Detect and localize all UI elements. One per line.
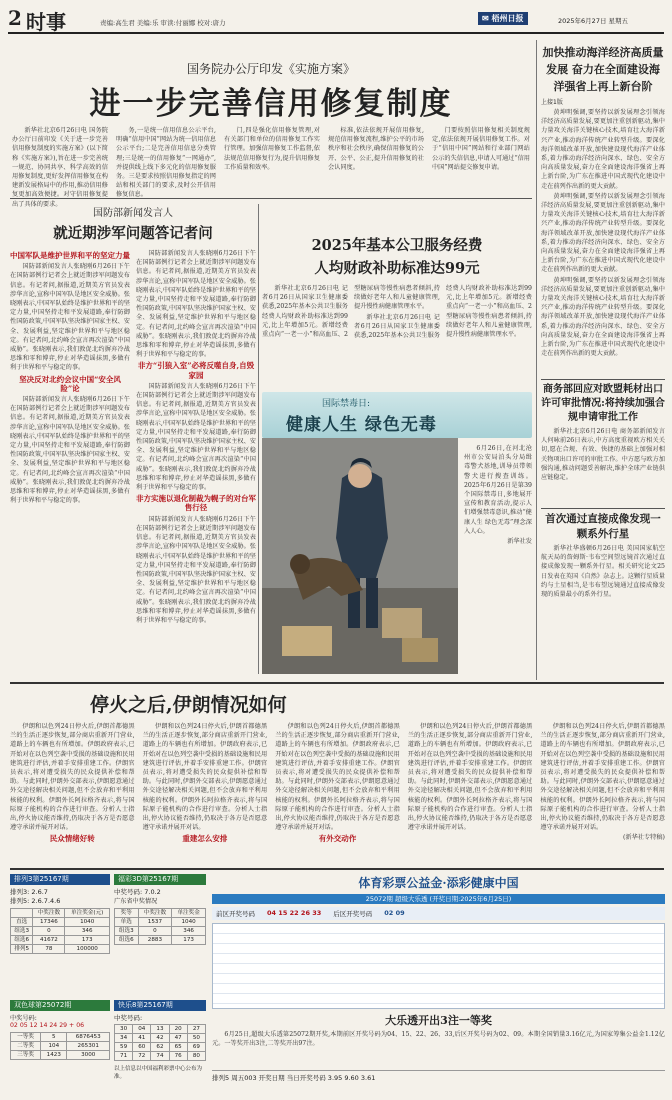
pl3-numbers: 2.6.7 [31,888,48,896]
defense-subhead-1: 中国军队是维护世界和平的坚定力量 [10,251,130,260]
divider [541,379,665,380]
defense-subhead-2: 坚决反对北约会议中国“安全风险”论 [19,374,121,393]
main-col-1: 新华社北京6月26日电 国务院办公厅日前印发《关于进一步完善信用修复制度的实施方案》(以下简称《实施方案》),旨在进一步完善统一规范、协同共享、科学高效的信用修复制度,更好发挥信用修复在构建新发展格局中的作用,推动信用修复更加高效便捷。对守信用修复提出了具体的要求。 [12,127,108,208]
divider [10,198,532,199]
table-row: 直选 17346 1040 [11,918,110,927]
kl8-table [114,1024,206,1061]
back-label: 后区开奖号码 [333,910,373,918]
healthcare-article [262,234,532,386]
sidebar-text-2: 新华社北京6月26日电 商务部新闻发言人何咏前26日表示,中方高度重视欧方相关关切,愿在合规、有效、快捷的基础上加强对相关物项出口许可的审批工作。中方愿与欧方加强沟通,推动问题妥善解决,维护全球产业链供应链稳定。 [541,428,665,482]
defense-col-1: 中国军队是维护世界和平的坚定力量 国防部新闻发言人张晓刚6月26日下午在国防部例行记者会上就近期涉军问题发布信息。有记者问,据报道,近期美方官员发表涉华言论,宣称中国军队是地区安全威胁。张晓刚表示,中国军队始终是维护世界和平的坚定力量,中国坚持走和平发展道路,奉行防御性国防政策,中国军队坚决维护国家主权、安全、发展利益,坚定维护世界和平与地区稳定。有记者问,北约峰会宣言再次渲染“中国威胁”。张晓刚表示,我们敦促北约摒弃冷战思维和零和博弈,停止对华造谣抹黑,多做有利于世界和平与稳定的事。 坚决反对北约会议中国“安全风险”论 国防部新闻发言人张晓刚6月26日下午在国防部例行记者会上就近期涉军问题发布信息。有记者问,据报道,近期美方官员发表涉华言论,宣称中国军队是地区安全威胁。张晓刚表示,中国军队始终是维护世界和平的坚定力量,中国坚持走和平发展道路,奉行防御性国防政策,中国军队坚决维护国家主权、安全、发展利益,坚定维护世界和平与地区稳定。有记者问,北约峰会宣言再次渲染“中国威胁”。张晓刚表示,我们敦促北约摒弃冷战思维和零和博弈,停止对华造谣抹黑,多做有利于世界和平与稳定的事。 [10,251,130,505]
divider [10,682,664,684]
sidebar-text-1: 黄坤明强调,要坚持以新发展理念引领海洋经济高质量发展,要更加注重创新驱动,集中力量攻关海洋关键核心技术,培育壮大海洋新兴产业,推动海洋传统产业转型升级。要深化海洋领域改革开放,加快建设现代海洋产业体系,着力推动海洋经济向深水、绿色、安全方向高质量发展,奋力在全面建设海洋强省上再上新台阶,为广东在推进中国式现代化建设中走在前列作出新的更大贡献。 黄坤明强调,要坚持以新发展理念引领海洋经济高质量发展,要更加注重创新驱动,集中力量攻关海洋关键核心技术,培育壮大海洋新兴产业,推动海洋传统产业转型升级。要深化海洋领域改革开放,加快建设现代海洋产业体系,着力推动海洋经济向深水、绿色、安全方向高质量发展,奋力在全面建设海洋强省上再上新台阶,为广东在推进中国式现代化建设中走在前列作出新的更大贡献。 黄坤明强调,要坚持以新发展理念引领海洋经济高质量发展,要更加注重创新驱动,集中力量攻关海洋关键核心技术,培育壮大海洋新兴产业,推动海洋传统产业转型升级。要深化海洋领域改革开放,加快建设现代海洋产业体系,着力推动海洋经济向深水、绿色、安全方向高质量发展,奋力在全面建设海洋强省上再上新台阶,为广东在推进中国式现代化建设中走在前列作出新的更大贡献。 [541,109,665,358]
pl5-label: 排列5: [10,897,30,905]
divider [536,40,537,680]
ssq-table [10,1032,110,1060]
fc3d-caption: 广东省中奖情况 [114,898,158,905]
table-row: 单选 1537 1040 [115,918,206,927]
sports-text: 6月25日,超级大乐透第25072期开奖,本期前区开奖号码为04、15、22、26、33,后区开奖号码为02、09。本期全国销量3.16亿元,为国家筹集公益金1.12亿元。一等奖开出3注,二等奖开出97注。 [212,1031,665,1048]
healthcare-headline: 人均财政补助标准达99元 [314,260,480,277]
anti-drug-banner [262,392,532,438]
main-col-2: 务,一是统一信用信息公示平台,明确“信用中国”网站为统一信用信息公示平台;二是完善信用信息分类管理;三是统一的信用修复“一网通办”,并提供线上线下多元化的信用修复服务。三是要求按照信用修复指定的网站和相关部门的要求,及时公开信用修复信息。 [116,127,216,199]
defense-headline: 就近期涉军问题答记者问 [53,225,213,242]
draw-line: 25072期 超级大乐透 (开奖日期:2025年6月25日) [212,894,665,904]
sports-notice: 大乐透开出3注一等奖 [385,1014,492,1027]
lottery-pl3 [10,874,110,996]
fc3d-bar: 福彩3D第25167期 [114,874,206,885]
fc3d-numbers: 7.0.2 [144,888,161,896]
back-numbers: 02 09 [384,909,405,917]
sidebar-headline-1: 加快推动海洋经济高质量发展 奋力在全面建设海洋强省上再上新台阶 [542,46,664,93]
anti-drug-caption: 6月26日,在河北沧州市公安局泊头分局缉毒警犬基地,训导员带领警犬进行搜查训练。2025年6月26日是第39个国际禁毒日,多地展开宣传和教育活动,提示人们增强禁毒意识,推动“健康人生 绿色无毒”理念深入人心。 新华社发 [464,445,532,546]
defense-subhead-3: 非方“引狼入室”必将反噬自身,自毁家园 [137,361,255,380]
photo-credit: 新华社发 [507,538,532,546]
masthead-logo-icon: ✉ [482,13,489,23]
lottery-kl8 [114,1000,206,1096]
pl3-table: 中奖注数 单注奖金(元) 直选 17346 1040 组选3 0 346 组选6 41672 173 排列5 78 100000 [10,908,110,954]
masthead [478,12,528,25]
sidebar-headline-2: 商务部回应对欧盟耗材出口许可审批情况:将持续加强合规申请审批工作 [541,384,665,423]
main-kicker: 国务院办公厅印发《实施方案》 [186,62,355,76]
anti-drug-photo [262,438,458,674]
front-label: 前区开奖号码 [216,910,255,918]
divider [10,868,664,870]
iran-subhead-3: 有外交动作 [318,834,357,844]
weekday: 星期五 [608,17,629,25]
sidebar-headline-3: 首次通过直接成像发现一颗系外行星 [545,513,661,540]
editor-credits: 责编:高生君 美编:乐 审读:付丽娜 校对:唐力 [100,19,226,27]
table-row: 59 60 62 65 69 [115,1043,206,1052]
healthcare-body: 新华社北京6月26日电 记者6月26日从国家卫生健康委获悉,2025年基本公共卫生服务经费人均财政补助标准达到99元,比上年增加5元。新增经费重点向“一老一小”和高血压、2型糖尿病等慢性病患者倾斜,持续做好老年人和儿童健康管理,提升慢性病健康管理水平。 新华社北京6月26日电 记者6月26日从国家卫生健康委获悉,2025年基本公共卫生服务经费人均财政补助标准达到99元,比上年增加5元。新增经费重点向“一老一小”和高血压、2型糖尿病等慢性病患者倾斜,持续做好老年人和儿童健康管理,提升慢性病健康管理水平。 [262,285,532,340]
sports-foot: 排列5 周五003 开奖日期 当日开奖号码 3.95 9.60 3.61 [212,1070,665,1082]
defense-kicker: 国防部新闻发言人 [93,208,173,219]
table-row: 组选6 41672 173 [11,936,110,945]
ssq-numbers: 02 05 12 14 24 29 + 06 [10,1022,85,1029]
table-row: 二等奖 104 265301 [11,1042,110,1051]
sports-title: 体育彩票公益金·添彩健康中国 [358,876,519,890]
date: 2025年6月27日 [558,17,607,25]
kl8-note: 以上信息以中国福利彩票中心公布为准。 [114,1066,203,1080]
table-row: 组选6 2883 173 [115,936,206,945]
defense-article [10,204,256,674]
fc3d-label: 中奖号码: [114,888,143,896]
main-col-3: 门,四是强化信用修复管理,对有关部门和单位的信用修复工作实行管理。加强信用修复工作监督,依法规范信用修复行为,提升信用修复工作质量和效率。 [224,127,320,171]
table-row: 34 41 42 47 50 [115,1034,206,1043]
defense-col-2: 国防部新闻发言人张晓刚6月26日下午在国防部例行记者会上就近期涉军问题发布信息。有记者问,据报道,近期美方官员发表涉华言论,宣称中国军队是地区安全威胁。张晓刚表示,中国军队始终是维护世界和平的坚定力量,中国坚持走和平发展道路,奉行防御性国防政策,中国军队坚决维护国家主权、安全、发展利益,坚定维护世界和平与地区稳定。有记者问,北约峰会宣言再次渲染“中国威胁”。张晓刚表示,我们敦促北约摒弃冷战思维和零和博弈,停止对华造谣抹黑,多做有利于世界和平与稳定的事。 非方“引狼入室”必将反噬自身,自毁家园 国防部新闻发言人张晓刚6月26日下午在国防部例行记者会上就近期涉军问题发布信息。有记者问,据报道,近期美方官员发表涉华言论,宣称中国军队是地区安全威胁。张晓刚表示,中国军队始终是维护世界和平的坚定力量,中国坚持走和平发展道路,奉行防御性国防政策,中国军队坚决维护国家主权、安全、发展利益,坚定维护世界和平与地区稳定。有记者问,北约峰会宣言再次渲染“中国威胁”。张晓刚表示,我们敦促北约摒弃冷战思维和零和博弈,停止对华造谣抹黑,多做有利于世界和平与稳定的事。 非方实施以退化制裁为幌子的对台军售行径 国防部新闻发言人张晓刚6月26日下午在国防部例行记者会上就近期涉军问题发布信息。有记者问,据报道,近期美方官员发表涉华言论,宣称中国军队是地区安全威胁。张晓刚表示,中国军队始终是维护世界和平的坚定力量,中国坚持走和平发展道路,奉行防御性国防政策,中国军队坚决维护国家主权、安全、发展利益,坚定维护世界和平与地区稳定。有记者问,北约峰会宣言再次渲染“中国威胁”。张晓刚表示,我们敦促北约摒弃冷战思维和零和博弈,停止对华造谣抹黑,多做有利于世界和平与稳定的事。 [136,250,256,624]
main-col-4: 标准,依法依规开展信用修复,规范信用修复流程,维护公平的市场秩序和社会秩序,确保信用修复的公开、公平、公正,提升信用修复的社会认同度。 [328,127,424,171]
banner-title: 健康人生 绿色无毒 [286,415,437,435]
ssq-bar: 双色球第25072期 [10,1000,110,1011]
section-title: 时事 [26,10,66,34]
prize-grid [212,923,665,1009]
issue-date [558,16,628,25]
lottery-fc3d [114,874,206,996]
main-headline: 进一步完善信用修复制度 [89,86,453,122]
healthcare-kicker: 2025年基本公卫服务经费 [311,237,483,254]
ssq-label: 中奖号码: [10,1015,37,1022]
continued-note: 上接1版 [541,99,563,106]
table-row: 排列5 78 100000 [11,945,110,954]
iran-subhead-1: 民众情绪好转 [49,834,95,844]
page-header [8,4,664,34]
pl3-label: 排列3: [10,888,30,896]
front-numbers: 04 15 22 26 33 [267,909,322,917]
table-row: 组选3 0 346 [11,927,110,936]
sports-results [212,907,665,920]
table-row: 30 04 13 20 27 [115,1025,206,1034]
pl3-bar: 排列3第25167期 [10,874,110,885]
lottery-ssq [10,1000,110,1096]
page-number: 2 [8,6,22,30]
table-row: 三等奖 1423 3000 [11,1051,110,1060]
iran-subhead-2: 重建怎么安排 [182,834,228,844]
kl8-bar: 快乐8第25167期 [114,1000,206,1011]
banner-kicker: 国际禁毒日: [322,399,371,409]
paper-name: 梧州日报 [491,13,524,23]
anti-drug-feature [262,392,532,674]
fc3d-table: 奖等 中奖注数 单注奖金 单选 1537 1040 组选3 0 346 组选6 2883 173 [114,908,206,945]
sidebar [541,44,665,680]
pl5-numbers: 2.6.7.4.6 [31,897,61,905]
table-row: 组选3 0 346 [115,927,206,936]
sidebar-text-3: 新华社华盛顿6月26日电 美国国家航空航天局的詹姆斯·韦布空间望远镜首次通过直接成像发现一颗系外行星。相关研究论文25日发表在英国《自然》杂志上。这颗行星质量约与土星相当,是韦布望远镜通过直接成像发现的质量最小的系外行星。 [541,545,665,599]
kl8-label: 中奖号码: [114,1014,143,1022]
divider [258,204,259,674]
defense-subhead-4: 非方实施以退化制裁为幌子的对台军售行径 [136,494,256,513]
iran-headline: 停火之后,伊朗情况如何 [90,694,287,716]
table-row: 71 72 74 76 80 [115,1052,206,1061]
main-col-5: 门要按照信用修复相关制度规定,依法依规开展信用修复工作。对于“信用中国”网站和行业部门网站公示的失信信息,申请人可通过“信用中国”网站提交修复申请。 [432,127,530,171]
sports-lottery [212,874,665,1096]
iran-article [10,690,665,862]
iran-credit: (新华社专特稿) [623,834,665,842]
table-row: 一等奖 5 6876453 [11,1033,110,1042]
divider [541,508,665,509]
main-article [10,60,532,208]
iran-body: 伊朗和以色列24日停火后,伊朗首都德黑兰的生活正逐步恢复,部分商店重新开门营业,道路上的车辆也有所增加。伊朗政府表示,已开始对在以色列空袭中受损的基础设施和民用建筑进行评估,并着手安排重建工作。伊朗官员表示,将对遭受损失的民众提供补偿和帮助。与此同时,伊朗外交部表示,伊朗愿意通过外交途径解决相关问题,但不会放弃和平利用核能的权利。伊朗外长阿拉格齐表示,将与国际原子能机构的合作进行审查。分析人士指出,停火协议能否维持,仍取决于各方是否愿意遵守承诺并展开对话。 民众情绪好转 伊朗和以色列24日停火后,伊朗首都德黑兰的生活正逐步恢复,部分商店重新开门营业,道路上的车辆也有所增加。伊朗政府表示,已开始对在以色列空袭中受损的基础设施和民用建筑进行评估,并着手安排重建工作。伊朗官员表示,将对遭受损失的民众提供补偿和帮助。与此同时,伊朗外交部表示,伊朗愿意通过外交途径解决相关问题,但不会放弃和平利用核能的权利。伊朗外长阿拉格齐表示,将与国际原子能机构的合作进行审查。分析人士指出,停火协议能否维持,仍取决于各方是否愿意遵守承诺并展开对话。 重建怎么安排 伊朗和以色列24日停火后,伊朗首都德黑兰的生活正逐步恢复,部分商店重新开门营业,道路上的车辆也有所增加。伊朗政府表示,已开始对在以色列空袭中受损的基础设施和民用建筑进行评估,并着手安排重建工作。伊朗官员表示,将对遭受损失的民众提供补偿和帮助。与此同时,伊朗外交部表示,伊朗愿意通过外交途径解决相关问题,但不会放弃和平利用核能的权利。伊朗外长阿拉格齐表示,将与国际原子能机构的合作进行审查。分析人士指出,停火协议能否维持,仍取决于各方是否愿意遵守承诺并展开对话。 有外交动作 伊朗和以色列24日停火后,伊朗首都德黑兰的生活正逐步恢复,部分商店重新开门营业,道路上的车辆也有所增加。伊朗政府表示,已开始对在以色列空袭中受损的基础设施和民用建筑进行评估,并着手安排重建工作。伊朗官员表示,将对遭受损失的民众提供补偿和帮助。与此同时,伊朗外交部表示,伊朗愿意通过外交途径解决相关问题,但不会放弃和平利用核能的权利。伊朗外长阿拉格齐表示,将与国际原子能机构的合作进行审查。分析人士指出,停火协议能否维持,仍取决于各方是否愿意遵守承诺并展开对话。 伊朗和以色列24日停火后,伊朗首都德黑兰的生活正逐步恢复,部分商店重新开门营业,道路上的车辆也有所增加。伊朗政府表示,已开始对在以色列空袭中受损的基础设施和民用建筑进行评估,并着手安排重建工作。伊朗官员表示,将对遭受损失的民众提供补偿和帮助。与此同时,伊朗外交部表示,伊朗愿意通过外交途径解决相关问题,但不会放弃和平利用核能的权利。伊朗外长阿拉格齐表示,将与国际原子能机构的合作进行审查。分析人士指出,停火协议能否维持,仍取决于各方是否愿意遵守承诺并展开对话。 (新华社专特稿) [10,723,665,844]
